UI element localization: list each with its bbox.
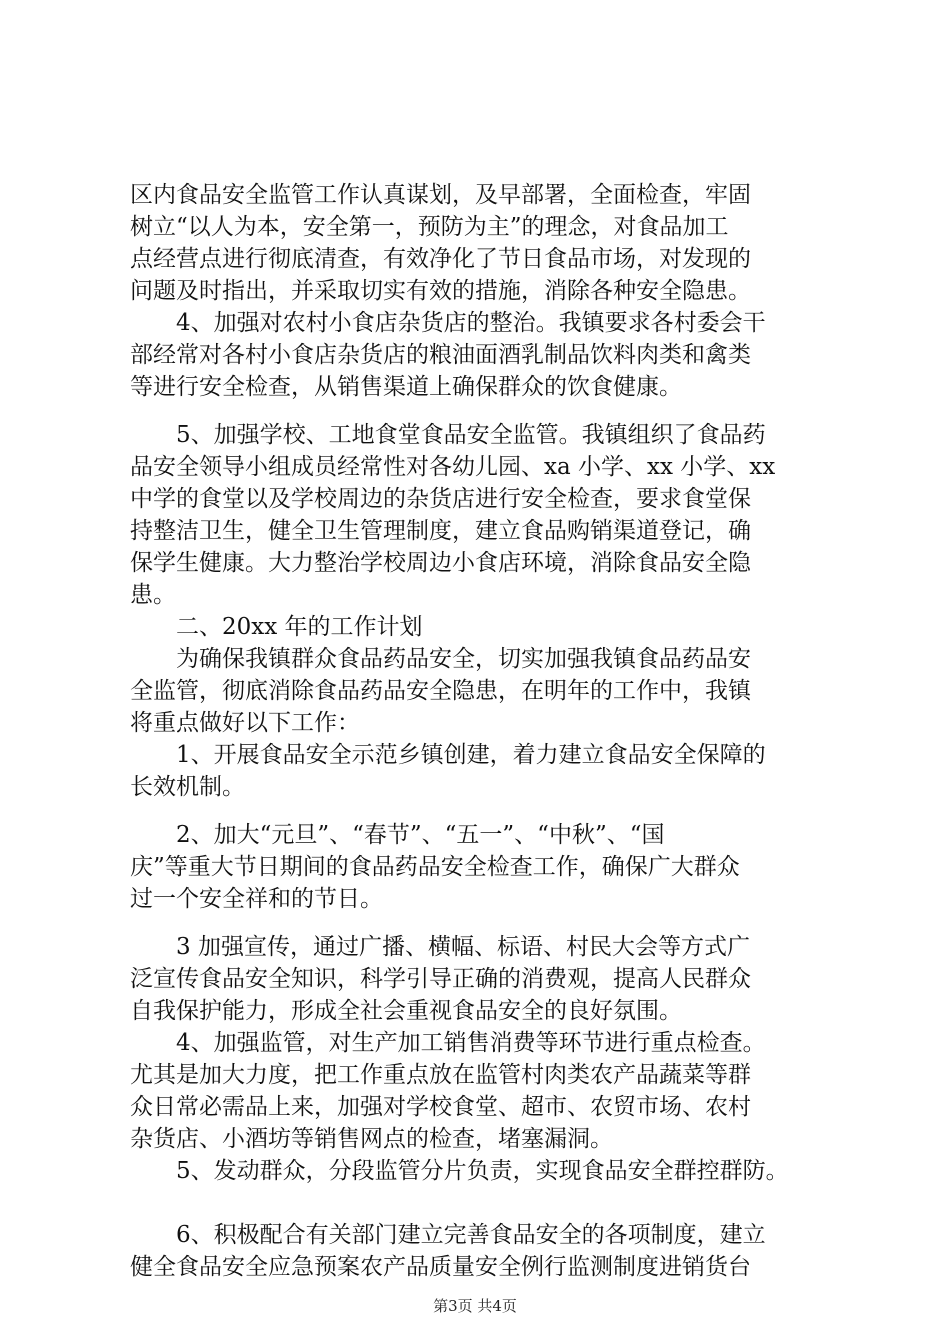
paragraph-line [0,675,950,707]
line-text: 问题及时指出，并采取切实有效的措施，消除各种安全隐患。 [130,278,751,304]
line-text: 将重点做好以下工作： [130,710,360,736]
paragraph-line [0,963,950,995]
line-text: 区内食品安全监管工作认真谋划，及早部署，全面检查，牢固 [130,182,751,208]
paragraph-line [0,371,950,403]
line-text: 等进行安全检查，从销售渠道上确保群众的饮食健康。 [130,374,682,400]
line-text: 2、加大“元旦”、“春节”、“五一”、“中秋”、“国 [176,822,665,848]
paragraph-line [0,1251,950,1283]
line-text: 4、加强对农村小食店杂货店的整治。我镇要求各村委会干 [176,310,766,336]
line-text: 3 加强宣传，通过广播、横幅、标语、村民大会等方式广 [176,934,750,960]
line-text: 过一个安全祥和的节日。 [130,886,383,912]
line-text: 5、加强学校、工地食堂食品安全监管。我镇组织了食品药 [176,422,766,448]
paragraph-line [0,739,950,771]
line-text: 点经营点进行彻底清查，有效净化了节日食品市场，对发现的 [130,246,751,272]
paragraph-line [0,1219,950,1251]
line-text: 保学生健康。大力整治学校周边小食店环境，消除食品安全隐 [130,550,751,576]
paragraph-line [0,579,950,611]
line-text: 庆”等重大节日期间的食品药品安全检查工作，确保广大群众 [130,854,740,880]
line-text: 二、20xx 年的工作计划 [176,614,423,640]
line-text: 为确保我镇群众食品药品安全，切实加强我镇食品药品安 [176,646,751,672]
paragraph-line [0,483,950,515]
paragraph-line [0,275,950,307]
line-text: 自我保护能力，形成全社会重视食品安全的良好氛围。 [130,998,682,1024]
paragraph-line [0,643,950,675]
paragraph-line [0,179,950,211]
line-text: 健全食品安全应急预案农产品质量安全例行监测制度进销货台 [130,1254,751,1280]
line-text: 5、发动群众，分段监管分片负责，实现食品安全群控群防。 [176,1158,789,1184]
line-text: 持整洁卫生，健全卫生管理制度，建立食品购销渠道登记，确 [130,518,751,544]
section-heading [0,611,950,643]
paragraph-line [0,211,950,243]
paragraph-line [0,707,950,739]
paragraph-line [0,419,950,451]
line-text: 品安全领导小组成员经常性对各幼儿园、xa 小学、xx 小学、xx [130,454,776,480]
paragraph-line [0,1091,950,1123]
line-text: 尤其是加大力度，把工作重点放在监管村肉类农产品蔬菜等群 [130,1062,751,1088]
line-text: 树立“以人为本，安全第一，预防为主”的理念，对食品加工 [130,214,729,240]
paragraph-line [0,995,950,1027]
paragraph-line [0,307,950,339]
paragraph-line [0,1027,950,1059]
paragraph-line [0,515,950,547]
line-text: 长效机制。 [130,774,245,800]
paragraph-line [0,1059,950,1091]
line-text: 杂货店、小酒坊等销售网点的检查，堵塞漏洞。 [130,1126,613,1152]
paragraph-line [0,1123,950,1155]
paragraph-line [0,243,950,275]
paragraph-line [0,451,950,483]
line-text: 1、开展食品安全示范乡镇创建，着力建立食品安全保障的 [176,742,766,768]
line-text: 部经常对各村小食店杂货店的粮油面酒乳制品饮料肉类和禽类 [130,342,751,368]
paragraph-line [0,1155,950,1187]
paragraph-line [0,339,950,371]
line-text: 全监管，彻底消除食品药品安全隐患，在明年的工作中，我镇 [130,678,751,704]
paragraph-line [0,771,950,803]
line-text: 泛宣传食品安全知识，科学引导正确的消费观，提高人民群众 [130,966,751,992]
line-text: 众日常必需品上来，加强对学校食堂、超市、农贸市场、农村 [130,1094,751,1120]
paragraph-line [0,883,950,915]
line-text: 4、加强监管，对生产加工销售消费等环节进行重点检查。 [176,1030,766,1056]
paragraph-line [0,819,950,851]
line-text: 中学的食堂以及学校周边的杂货店进行安全检查，要求食堂保 [130,486,751,512]
page-footer: 第3页 共4页 [433,1297,517,1315]
line-text: 6、积极配合有关部门建立完善食品安全的各项制度，建立 [176,1222,766,1248]
paragraph-line [0,931,950,963]
line-text: 患。 [130,582,176,608]
paragraph-line [0,851,950,883]
paragraph-line [0,547,950,579]
